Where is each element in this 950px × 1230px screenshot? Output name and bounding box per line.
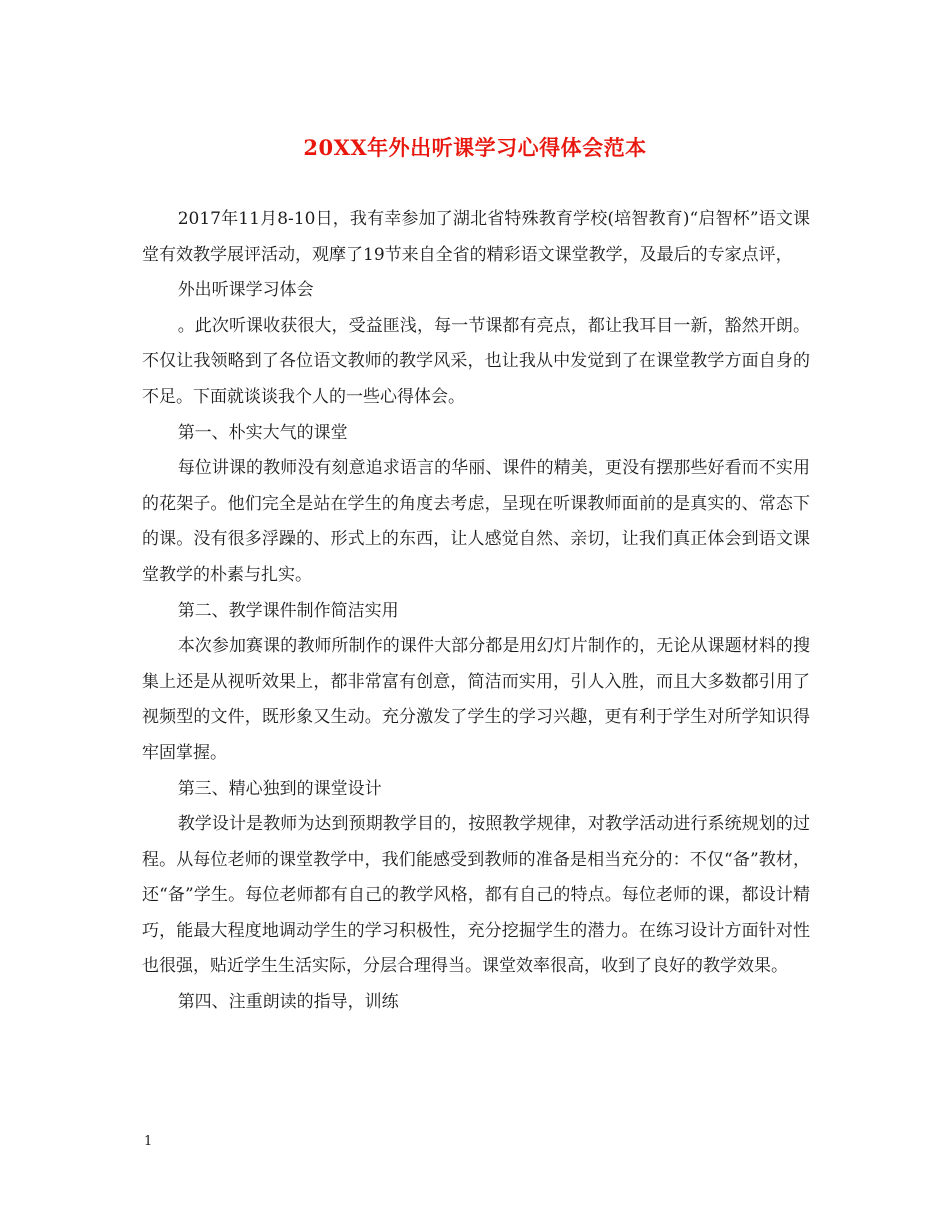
paragraph-section-2: 本次参加赛课的教师所制作的课件大部分都是用幻灯片制作的，无论从课题材料的搜集上还是从视听效果上，都非常富有创意，简洁而实用，引人入胜，而且大多数都引用了视频型的文件，既形象又生动。充分激发了学生的学习兴趣，更有利于学生对所学知识得牢固掌握。: [142, 636, 810, 763]
section-heading-2: 第二、教学课件制作简洁实用: [177, 600, 399, 621]
page-number: 1: [144, 1134, 153, 1149]
section-heading-4: 第四、注重朗读的指导，训练: [177, 992, 399, 1013]
document-title: 20XX年外出听课学习心得体会范本: [303, 135, 647, 160]
section-heading-1: 第一、朴实大气的课堂: [177, 422, 348, 443]
paragraph-section-1: 每位讲课的教师没有刻意追求语言的华丽、课件的精美，更没有摆那些好看而不实用的花架子。他们完全是站在学生的角度去考虑，呈现在听课教师面前的是真实的、常态下的课。没有很多浮躁的、形式上的东西，让人感觉自然、亲切，让我们真正体会到语文课堂教学的朴素与扎实。: [142, 458, 810, 585]
paragraph-summary: 。此次听课收获很大，受益匪浅，每一节课都有亮点，都让我耳目一新，豁然开朗。不仅让我领略到了各位语文教师的教学风采，也让我从中发觉到了在课堂教学方面自身的不足。下面就谈谈我个人的一些心得体会。: [142, 315, 810, 407]
paragraph-section-3: 教学设计是教师为达到预期教学目的，按照教学规律，对教学活动进行系统规划的过程。从每位老师的课堂教学中，我们能感受到教师的准备是相当充分的：不仅“备”教材，还“备”学生。每位老师都有自己的教学风格，都有自己的特点。每位老师的课，都设计精巧，能最大程度地调动学生的学习积极性，充分挖掘学生的潜力。在练习设计方面针对性也很强，贴近学生生活实际，分层合理得当。课堂效率很高，收到了良好的教学效果。: [142, 814, 810, 977]
paragraph-intro: 2017年11月8-10日，我有幸参加了湖北省特殊教育学校(培智教育)“启智杯”语文课堂有效教学展评活动，观摩了19节来自全省的精彩语文课堂教学，及最后的专家点评，: [142, 209, 810, 265]
section-heading-3: 第三、精心独到的课堂设计: [177, 778, 382, 799]
paragraph-subheading: 外出听课学习体会: [177, 280, 314, 301]
document-body: [142, 202, 810, 1021]
